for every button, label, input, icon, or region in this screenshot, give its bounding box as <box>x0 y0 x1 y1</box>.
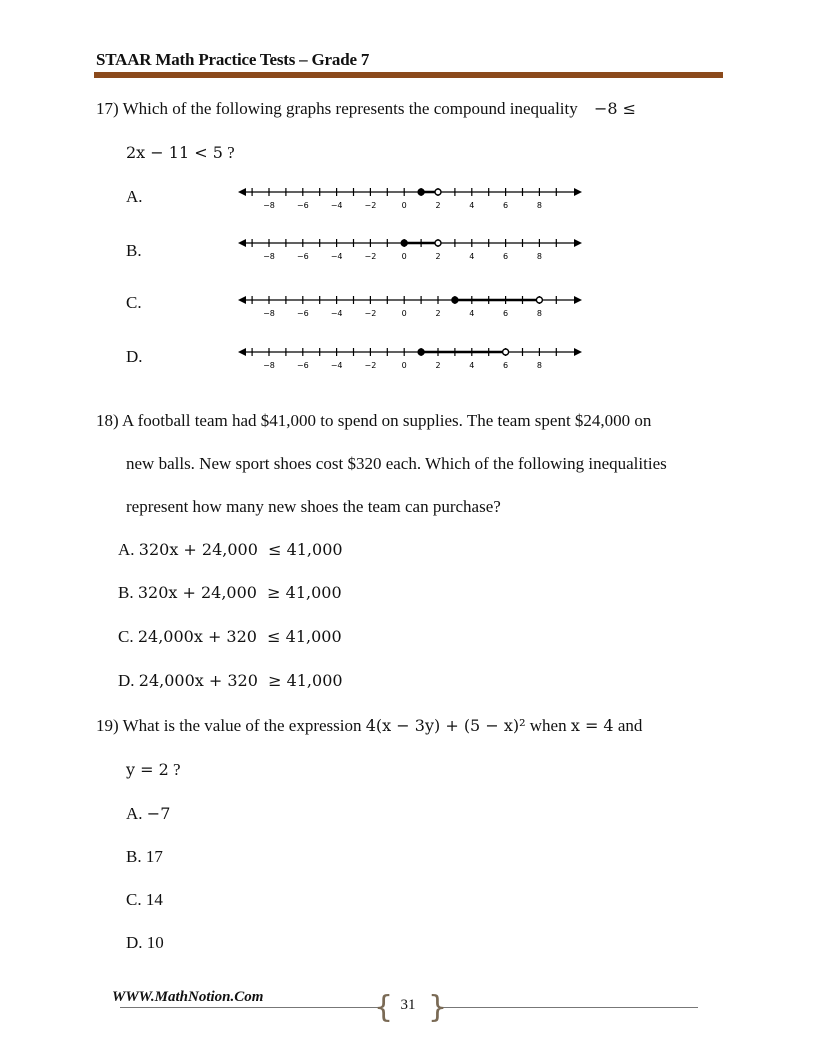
tick-label: 0 <box>401 201 407 210</box>
tick-label: 2 <box>435 361 441 370</box>
q17-option-a-number-line <box>235 182 585 212</box>
q19-option-d-value: 10 <box>146 933 164 952</box>
q17-option-b-label: B. <box>126 241 142 260</box>
footer-website: WWW.MathNotion.Com <box>112 989 264 1005</box>
tick-label: 4 <box>469 361 475 370</box>
left-brace-ornament: { <box>374 990 394 1025</box>
question-17-number: 17) <box>96 99 119 118</box>
tick-label: 8 <box>536 361 542 370</box>
tick-label: 4 <box>469 201 475 210</box>
question-17-math-line1: −8 ≤ <box>593 99 637 118</box>
question-18-text-line1: A football team had $41,000 to spend on supplies. The team spent $24,000 on <box>121 411 652 430</box>
q19-option-b <box>126 847 163 867</box>
tick-label: −6 <box>296 201 309 210</box>
q17-option-c-number-line <box>235 290 585 320</box>
tick-label: −4 <box>330 201 343 210</box>
q17-option-d-number-line <box>235 342 585 372</box>
tick-label: −4 <box>330 252 343 261</box>
q17-option-d-label: D. <box>126 347 143 366</box>
closed-endpoint <box>418 349 424 355</box>
question-19-condition-x: x = 4 <box>570 716 614 735</box>
question-19-line2 <box>126 760 181 780</box>
open-endpoint <box>536 297 542 303</box>
tick-label: −2 <box>364 361 377 370</box>
open-endpoint <box>503 349 509 355</box>
tick-label: 8 <box>536 201 542 210</box>
header-divider <box>94 72 723 78</box>
tick-label: 6 <box>503 361 509 370</box>
tick-label: −8 <box>263 252 275 261</box>
tick-label: −8 <box>263 361 275 370</box>
question-19-text: What is the value of the expression <box>122 716 362 735</box>
question-19-condition-y: y = 2 <box>126 760 169 779</box>
question-19-end: ? <box>173 760 181 779</box>
q18-option-d-label: D. <box>118 671 135 690</box>
q18-option-c <box>118 627 342 647</box>
tick-label: 6 <box>503 201 509 210</box>
tick-label: 6 <box>503 252 509 261</box>
question-17-line1 <box>96 99 636 119</box>
question-18-number: 18) <box>96 411 119 430</box>
right-arrow-icon <box>574 239 582 247</box>
q18-option-b-label: B. <box>118 583 134 602</box>
tick-label: −4 <box>330 361 343 370</box>
open-endpoint <box>435 240 441 246</box>
right-arrow-icon <box>574 188 582 196</box>
open-endpoint <box>435 189 441 195</box>
q19-option-a-label: A. <box>126 804 143 823</box>
question-19-and: and <box>617 716 643 735</box>
right-arrow-icon <box>574 296 582 304</box>
tick-label: 2 <box>435 309 441 318</box>
question-19-line1 <box>96 716 642 736</box>
right-arrow-icon <box>574 348 582 356</box>
question-17-text: Which of the following graphs represents the compound inequality <box>122 99 578 118</box>
q17-option-a-label: A. <box>126 187 143 206</box>
question-19-expression: 4(x − 3y) + (5 − x)² <box>365 716 526 735</box>
question-19-number: 19) <box>96 716 119 735</box>
q18-option-b-expr: 320x + 24,000 ≥ 41,000 <box>137 583 342 602</box>
tick-label: −6 <box>296 309 309 318</box>
tick-label: 2 <box>435 252 441 261</box>
tick-label: 4 <box>469 309 475 318</box>
q19-option-b-label: B. <box>126 847 142 866</box>
q19-option-d-label: D. <box>126 933 143 952</box>
q18-option-d <box>118 671 343 691</box>
left-arrow-icon <box>238 239 246 247</box>
q18-option-a-label: A. <box>118 540 135 559</box>
q18-option-a-expr: 320x + 24,000 ≤ 41,000 <box>138 540 343 559</box>
q18-option-c-expr: 24,000x + 320 ≤ 41,000 <box>137 627 342 646</box>
tick-label: 0 <box>401 309 407 318</box>
question-17-line2 <box>126 143 235 163</box>
tick-label: 2 <box>435 201 441 210</box>
closed-endpoint <box>418 189 424 195</box>
tick-label: −6 <box>296 252 309 261</box>
left-arrow-icon <box>238 296 246 304</box>
q19-option-a <box>126 804 170 824</box>
tick-label: 8 <box>536 309 542 318</box>
q19-option-c-label: C. <box>126 890 142 909</box>
tick-label: 4 <box>469 252 475 261</box>
tick-label: −8 <box>263 201 275 210</box>
right-brace-ornament: } <box>428 990 448 1025</box>
tick-label: −2 <box>364 252 377 261</box>
q18-option-b <box>118 583 342 603</box>
q18-option-c-label: C. <box>118 627 134 646</box>
question-18-text-line2: new balls. New sport shoes cost $320 each. Which of the following inequalities <box>126 454 667 473</box>
closed-endpoint <box>401 240 407 246</box>
tick-label: 8 <box>536 252 542 261</box>
tick-label: 0 <box>401 361 407 370</box>
q18-option-a <box>118 540 343 560</box>
q19-option-a-value: −7 <box>146 804 171 823</box>
q17-option-c-label: C. <box>126 293 142 312</box>
page-number: 31 <box>400 997 416 1013</box>
question-17-end: ? <box>227 143 235 162</box>
question-19-when: when <box>529 716 567 735</box>
question-17-math-line2: 2x − 11 < 5 <box>126 143 223 162</box>
q17-option-b-number-line <box>235 233 585 263</box>
tick-label: 0 <box>401 252 407 261</box>
tick-label: 6 <box>503 309 509 318</box>
q19-option-d <box>126 933 164 953</box>
page-header-title: STAAR Math Practice Tests – Grade 7 <box>96 50 370 69</box>
q19-option-c-value: 14 <box>145 890 163 909</box>
question-18-line1 <box>96 411 651 431</box>
q19-option-b-value: 17 <box>145 847 163 866</box>
left-arrow-icon <box>238 188 246 196</box>
tick-label: −4 <box>330 309 343 318</box>
tick-label: −6 <box>296 361 309 370</box>
left-arrow-icon <box>238 348 246 356</box>
closed-endpoint <box>452 297 458 303</box>
question-18-text-line3: represent how many new shoes the team can purchase? <box>126 497 501 516</box>
q18-option-d-expr: 24,000x + 320 ≥ 41,000 <box>138 671 343 690</box>
tick-label: −2 <box>364 309 377 318</box>
tick-label: −2 <box>364 201 377 210</box>
tick-label: −8 <box>263 309 275 318</box>
q19-option-c <box>126 890 163 910</box>
